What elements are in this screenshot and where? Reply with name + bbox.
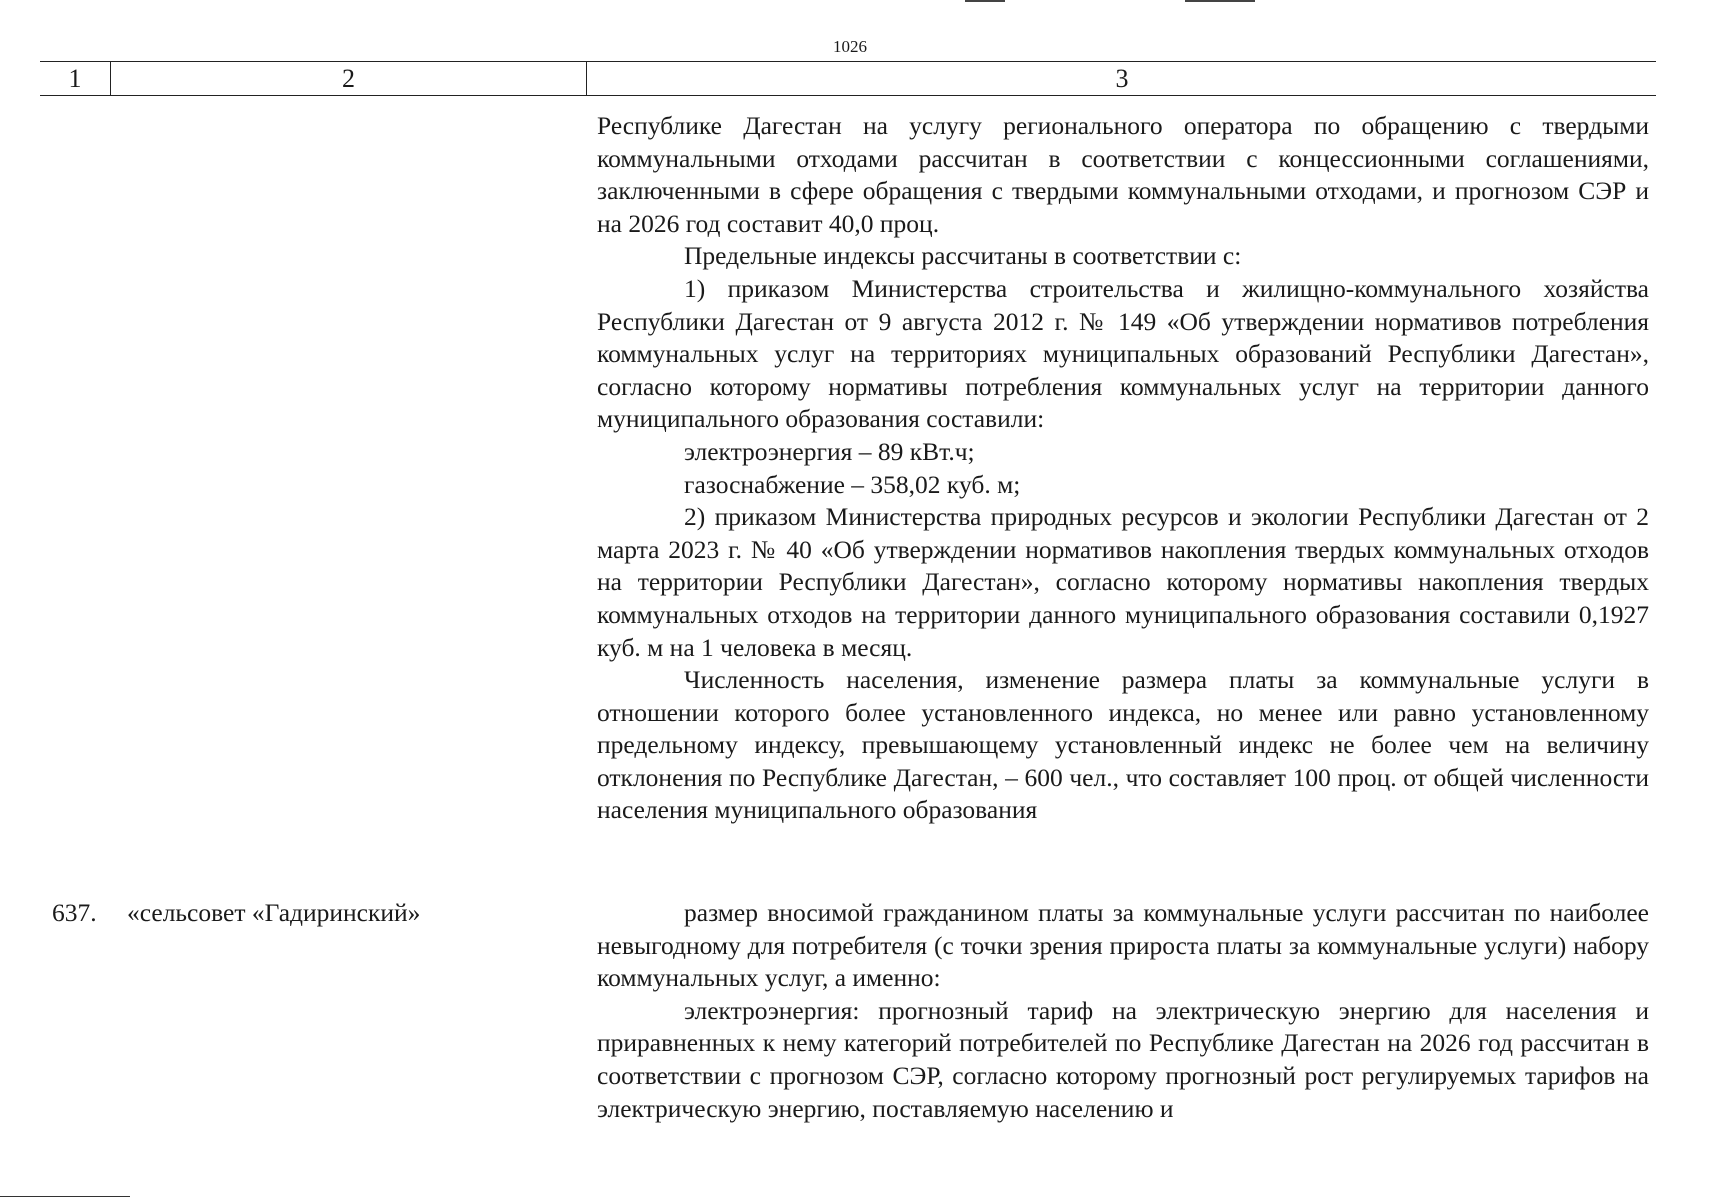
paragraph-payment-calculation: размер вносимой гражданином платы за коммунальные услуги рассчитан по наиболее невыгодному для потребителя (с точки зрения прироста платы за коммунальные услуги) набору коммунальных услуг, а именно: (597, 898, 1649, 993)
page-number: 1026 (833, 37, 867, 56)
column-number-header (40, 61, 1656, 96)
paragraph-tko-continuation: Республике Дагестан на услугу регионального оператора по обращению с твердыми коммунальными отходами рассчитан в соответствии с концессионными соглашениями, заключенными в сфере обращения с твердыми коммунальными отходами, и прогнозом СЭР и на 2026 год составит 40,0 проц. (597, 111, 1649, 238)
paragraph-order-ecology: 2) приказом Министерства природных ресурсов и экологии Республики Дагестан от 2 марта 2023 г. № 40 «Об утверждении нормативов накопления твердых коммунальных отходов на территории Республики Дагестан», согласно которому нормативы накопления твердых коммунальных отходов на территории данного муниципального образования составили 0,1927 куб. м на 1 человека в месяц. (597, 502, 1649, 662)
paragraph-electricity-norm: электроэнергия – 89 кВт.ч; (684, 436, 975, 466)
entry-municipality-name: «сельсовет «Гадиринский» (127, 898, 421, 927)
column-3-number: 3 (1115, 64, 1129, 93)
column-1-number: 1 (40, 62, 111, 95)
entry-637-text (597, 897, 1649, 1125)
paragraph-electricity-tariff: электроэнергия: прогнозный тариф на электрическую энергию для населения и приравненных к нему категорий потребителей по Республике Дагестан на 2026 год рассчитан в соответствии с прогнозом СЭР, согласно которому прогнозный рост регулируемых тарифов на электрическую энергию, поставляемую населению и (597, 995, 1649, 1123)
column-2-number: 2 (111, 62, 587, 95)
paragraph-order-construction: 1) приказом Министерства строительства и жилищно-коммунального хозяйства Республики Дагестан от 9 августа 2012 г. № 149 «Об утверждении нормативов потребления коммунальных услуг на территориях муниципальных образований Республики Дагестан», согласно которому нормативы потребления коммунальных услуг на территории данного муниципального образования составили: (597, 273, 1649, 434)
paragraph-population: Численность населения, изменение размера платы за коммунальные услуги в отношении которого более установленного индекса, но менее или равно установленному предельному индексу, превышающему установленный индекс не более чем на величину отклонения по Республике Дагестан, – 600 чел., что составляет 100 проц. от общей численности населения муниципального образования (597, 665, 1649, 825)
paragraph-indices-intro: Предельные индексы рассчитаны в соответствии с: (684, 241, 1242, 271)
entry-row-637 (52, 897, 420, 930)
previous-entry-text (597, 110, 1649, 827)
entry-number: 637. (52, 898, 97, 927)
scan-mark-top-1 (965, 0, 1005, 2)
paragraph-gas-norm: газоснабжение – 358,02 куб. м; (684, 469, 1021, 499)
footer-rule (0, 1196, 130, 1197)
scan-mark-top-2 (1185, 0, 1255, 2)
